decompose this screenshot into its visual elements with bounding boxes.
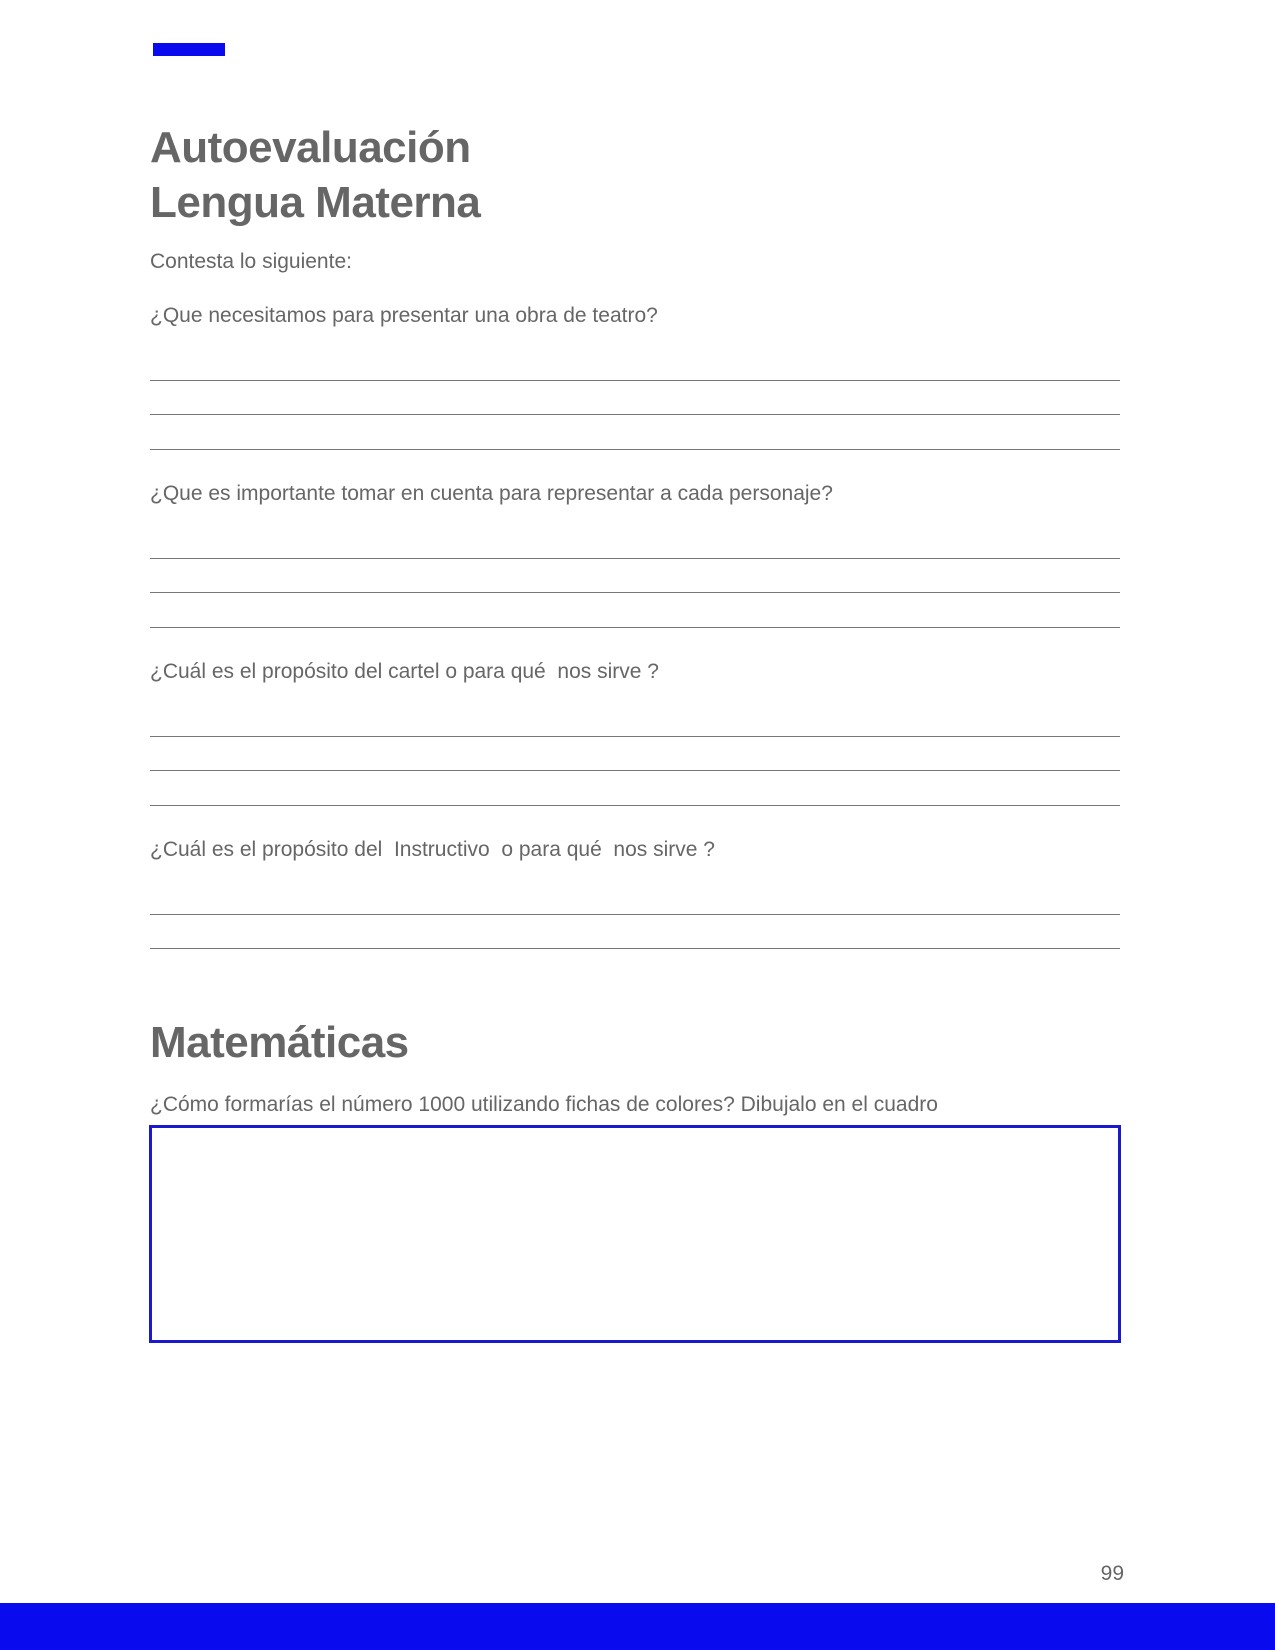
math-question: ¿Cómo formarías el número 1000 utilizando fichas de colores? Dibujalo en el cuadro — [150, 1093, 938, 1116]
page-title-line-2: Lengua Materna — [150, 178, 481, 227]
page-title — [150, 120, 480, 230]
section-title-matematicas: Matemáticas — [150, 1018, 409, 1067]
page-title-line-1: Autoevaluación — [150, 123, 471, 172]
answer-line-3-3[interactable] — [150, 805, 1120, 806]
header-accent-bar — [153, 43, 225, 56]
answer-line-3-1[interactable] — [150, 736, 1120, 737]
answer-line-1-2[interactable] — [150, 414, 1120, 415]
answer-line-4-2[interactable] — [150, 948, 1120, 949]
answer-line-1-3[interactable] — [150, 449, 1120, 450]
answer-line-4-1[interactable] — [150, 914, 1120, 915]
question-2: ¿Que es importante tomar en cuenta para representar a cada personaje? — [150, 482, 833, 505]
footer-bar — [0, 1603, 1275, 1650]
answer-line-2-2[interactable] — [150, 592, 1120, 593]
question-4: ¿Cuál es el propósito del Instructivo o para qué nos sirve ? — [150, 838, 715, 861]
answer-line-2-3[interactable] — [150, 627, 1120, 628]
page-number: 99 — [1100, 1562, 1124, 1585]
question-1: ¿Que necesitamos para presentar una obra de teatro? — [150, 304, 658, 327]
answer-line-2-1[interactable] — [150, 558, 1120, 559]
answer-line-3-2[interactable] — [150, 770, 1120, 771]
drawing-box[interactable] — [149, 1125, 1121, 1343]
question-3: ¿Cuál es el propósito del cartel o para qué nos sirve ? — [150, 660, 659, 683]
answer-line-1-1[interactable] — [150, 380, 1120, 381]
instruction-text: Contesta lo siguiente: — [150, 250, 352, 273]
